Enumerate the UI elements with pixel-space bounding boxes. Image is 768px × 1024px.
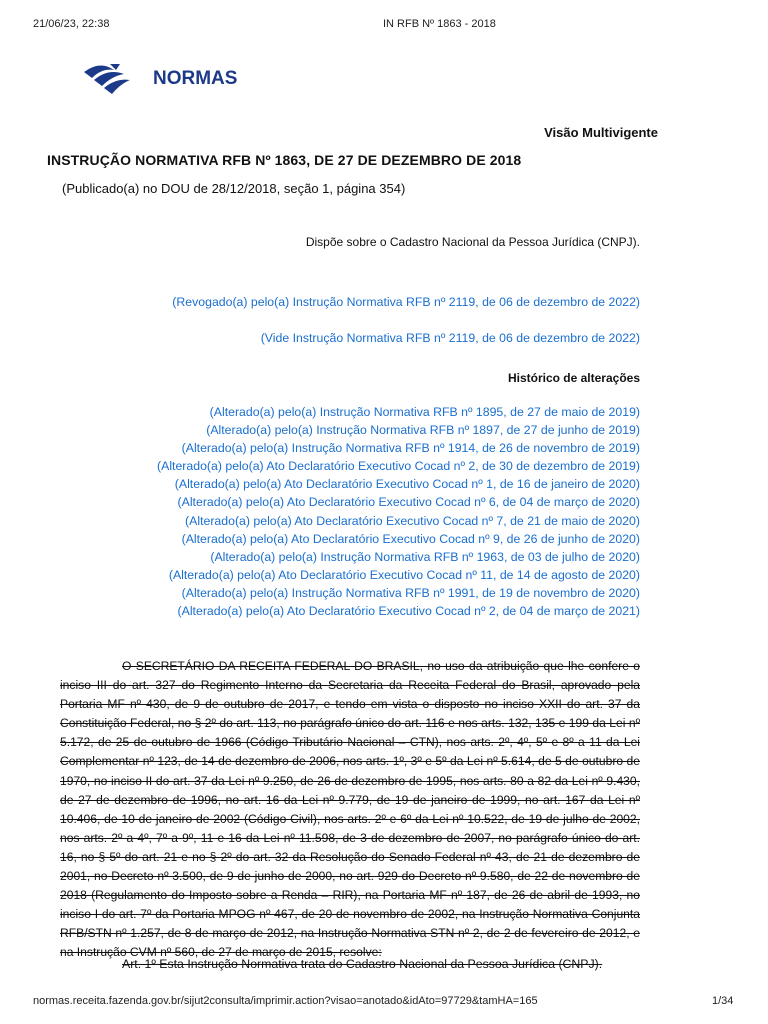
alteracao-link[interactable]: (Alterado(a) pelo(a) Instrução Normativa RFB nº 1897, de 27 de junho de 2019)	[206, 423, 640, 438]
vide-link[interactable]: (Vide Instrução Normativa RFB nº 2119, de 06 de dezembro de 2022)	[260, 331, 640, 345]
print-url: normas.receita.fazenda.gov.br/sijut2consulta/imprimir.action?visao=anotado&idAto=97729&tamHA=165	[33, 995, 538, 1007]
alteracao-link[interactable]: (Alterado(a) pelo(a) Instrução Normativa RFB nº 1914, de 26 de novembro de 2019)	[181, 441, 640, 456]
alteracao-link[interactable]: (Alterado(a) pelo(a) Ato Declaratório Executivo Cocad nº 2, de 30 de dezembro de 2019)	[157, 459, 640, 474]
print-datetime: 21/06/23, 22:38	[33, 18, 110, 30]
brand-name: NORMAS	[153, 68, 238, 89]
alteracao-link[interactable]: (Alterado(a) pelo(a) Ato Declaratório Executivo Cocad nº 6, de 04 de março de 2020)	[177, 495, 640, 510]
preamble-paragraph: O SECRETÁRIO DA RECEITA FEDERAL DO BRASIL, no uso da atribuição que lhe confere o inciso III do art. 327 do Regimento Interno da Secretaria da Receita Federal do Brasil, aprovado pela Portaria MF nº 430, de 9 de outubro de 2017, e tendo em vista o disposto no inciso XXII do art. 37 da Constituição Federal, no § 2º do art. 113, no parágrafo único do art. 116 e nos arts. 132, 135 e 199 da Lei nº 5.172, de 25 de outubro de 1966 (Código Tributário Nacional – CTN), nos arts. 2º, 4º, 5º e 8º a 11 da Lei Complementar nº 123, de 14 de dezembro de 2006, nos arts. 1º, 3º e 5º da Lei nº 5.614, de 5 de outubro de 1970, no inciso II do art. 37 da Lei nº 9.250, de 26 de dezembro de 1995, nos arts. 80 a 82 da Lei nº 9.430, de 27 de dezembro de 1996, no art. 16 da Lei nº 9.779, de 19 de janeiro de 1999, no art. 167 da Lei nº 10.406, de 10 de janeiro de 2002 (Código Civil), nos arts. 2º e 6º da Lei nº 10.522, de 19 de julho de 2002, nos arts. 2º a 4º, 7º a 9º, 11 e 16 da Lei nº 11.598, de 3 de dezembro de 2007, no parágrafo único do art. 16, no § 5º do art. 21 e no § 2º do art. 32 da Resolução do Senado Federal nº 43, de 21 de dezembro de 2001, no Decreto nº 3.500, de 9 de junho de 2000, no art. 929 do Decreto nº 9.580, de 22 de novembro de 2018 (Regulamento do Imposto sobre a Renda – RIR), na Portaria MF nº 187, de 26 de abril de 1993, no inciso I do art. 7º da Portaria MPOG nº 467, de 20 de novembro de 2002, na Instrução Normativa Conjunta RFB/STN nº 1.257, de 8 de março de 2012, na Instrução Normativa STN nº 2, de 2 de fevereiro de 2012, e na Instrução CVM nº 560, de 27 de março de 2015, resolve:	[60, 659, 640, 960]
article-1: Art. 1º Esta Instrução Normativa trata do Cadastro Nacional da Pessoa Jurídica (CNPJ).	[122, 957, 603, 971]
revogado-link[interactable]: (Revogado(a) pelo(a) Instrução Normativa RFB nº 2119, de 06 de dezembro de 2022)	[172, 295, 640, 309]
alteracao-link[interactable]: (Alterado(a) pelo(a) Instrução Normativa RFB nº 1963, de 03 de julho de 2020)	[210, 549, 640, 564]
alteracao-link[interactable]: (Alterado(a) pelo(a) Ato Declaratório Executivo Cocad nº 7, de 21 de maio de 2020)	[185, 513, 640, 528]
ementa: Dispõe sobre o Cadastro Nacional da Pessoa Jurídica (CNPJ).	[305, 235, 640, 249]
page-number: 1/34	[712, 995, 734, 1007]
document-title: INSTRUÇÃO NORMATIVA RFB Nº 1863, DE 27 DE DEZEMBRO DE 2018	[47, 152, 522, 168]
alteracao-link[interactable]: (Alterado(a) pelo(a) Ato Declaratório Executivo Cocad nº 2, de 04 de março de 2021)	[177, 604, 640, 619]
alteracao-link[interactable]: (Alterado(a) pelo(a) Ato Declaratório Executivo Cocad nº 11, de 14 de agosto de 2020)	[168, 567, 640, 582]
historico-title: Histórico de alterações	[507, 371, 640, 385]
alteracao-link[interactable]: (Alterado(a) pelo(a) Instrução Normativa RFB nº 1895, de 27 de maio de 2019)	[209, 405, 640, 419]
visao-label: Visão Multivigente	[544, 125, 658, 140]
print-doc-ref: IN RFB Nº 1863 - 2018	[383, 18, 496, 30]
publication-info: (Publicado(a) no DOU de 28/12/2018, seção 1, página 354)	[62, 181, 406, 196]
alteracoes-list	[157, 403, 640, 620]
receita-federal-logo-icon	[80, 58, 136, 98]
alteracao-link[interactable]: (Alterado(a) pelo(a) Ato Declaratório Executivo Cocad nº 1, de 16 de janeiro de 2020)	[174, 477, 640, 492]
alteracao-link[interactable]: (Alterado(a) pelo(a) Ato Declaratório Executivo Cocad nº 9, de 26 de junho de 2020)	[181, 531, 640, 546]
alteracao-link[interactable]: (Alterado(a) pelo(a) Instrução Normativa RFB nº 1991, de 19 de novembro de 2020)	[181, 585, 640, 600]
